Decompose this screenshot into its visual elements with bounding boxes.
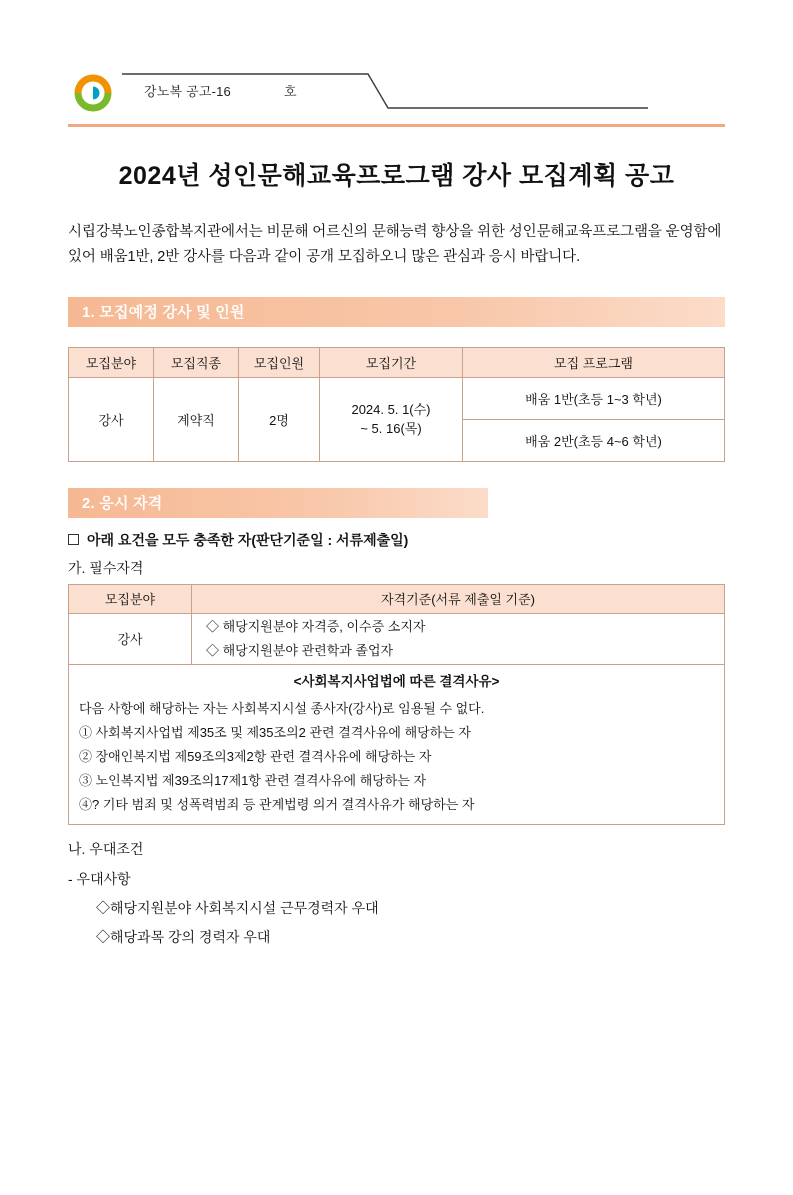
requirement-line [68, 530, 725, 550]
cell-job-type: 계약직 [154, 377, 239, 461]
table-row [69, 377, 725, 419]
header-divider [68, 124, 725, 127]
disqualification-body [69, 695, 724, 824]
table-header-row [69, 347, 725, 377]
section2-heading-label: 2. 응시 자격 [82, 495, 163, 513]
cell-disqualification [69, 664, 725, 824]
col-criteria: 자격기준(서류 제출일 기준) [192, 584, 725, 613]
cell-criteria [192, 613, 725, 664]
col-field: 모집분야 [69, 584, 192, 613]
cell-field: 강사 [69, 377, 154, 461]
intro-paragraph: 시립강북노인종합복지관에서는 비문해 어르신의 문해능력 향상을 위한 성인문해교육프로그램을 운영함에 있어 배움1반, 2반 강사를 다음과 같이 공개 모집하오니 많은 관심과 응시 바랍니다. [68, 224, 722, 266]
col-job-type: 모집직종 [154, 347, 239, 377]
col-program: 모집 프로그램 [463, 347, 725, 377]
col-field: 모집분야 [69, 347, 154, 377]
recruitment-table [68, 347, 725, 462]
notice-number: 강노복 공고-16 [144, 84, 231, 99]
disqualification-title: <사회복지사업법에 따른 결격사유> [293, 673, 500, 689]
disqualification-item: ② 장애인복지법 제59조의3제2항 관련 결격사유에 해당하는 자 [79, 748, 432, 764]
col-count: 모집인원 [239, 347, 320, 377]
cell-field: 강사 [69, 613, 192, 664]
circular-swirl-logo-icon [72, 74, 116, 112]
disqualification-item: ③ 노인복지법 제39조의17제1항 관련 결격사유에 해당하는 자 [79, 772, 427, 788]
preference-heading: - 우대사항 [68, 871, 131, 888]
cell-program-1: 배움 1반(초등 1~3 학년) [463, 377, 725, 419]
table-header-row [69, 584, 725, 613]
page-title: 2024년 성인문해교육프로그램 강사 모집계획 공고 [118, 162, 675, 190]
notice-number-suffix: 호 [284, 84, 297, 99]
section-heading-qualification [68, 488, 488, 518]
period-line-1: 2024. 5. 1(수) [351, 401, 431, 417]
criteria-item: ◇ 해당지원분야 관련학과 졸업자 [206, 642, 394, 658]
criteria-item: ◇ 해당지원분야 자격증, 이수증 소지자 [206, 618, 426, 634]
section-heading-recruitment [68, 297, 725, 327]
disqualification-intro: 다음 사항에 해당하는 자는 사회복지시설 종사자(강사)로 임용될 수 없다. [79, 700, 485, 716]
disqualification-item: ① 사회복지사업법 제35조 및 제35조의2 관련 결격사유에 해당하는 자 [79, 724, 471, 740]
cell-count: 2명 [239, 377, 320, 461]
qualification-table [68, 584, 725, 825]
subsection-label-b: 나. 우대조건 [68, 841, 144, 858]
document-page [0, 72, 793, 1195]
preference-item: ◇해당과목 강의 경력자 우대 [96, 929, 271, 946]
table-row [69, 613, 725, 664]
cell-period [320, 377, 463, 461]
cell-program-2: 배움 2반(초등 4~6 학년) [463, 419, 725, 461]
table-row-disqualification [69, 664, 725, 824]
requirement-text: 아래 요건을 모두 충족한 자(판단기준일 : 서류제출일) [87, 531, 409, 548]
period-line-2: ~ 5. 16(목) [360, 421, 422, 437]
preference-item: ◇해당지원분야 사회복지시설 근무경력자 우대 [96, 900, 379, 917]
document-header [68, 72, 725, 134]
col-period: 모집기간 [320, 347, 463, 377]
subsection-label-a: 가. 필수자격 [68, 559, 144, 576]
checkbox-square-icon [68, 534, 79, 545]
section1-heading-label: 1. 모집예정 강사 및 인원 [82, 304, 245, 322]
disqualification-item: ④? 기타 범죄 및 성폭력범죄 등 관계법령 의거 결격사유가 해당하는 자 [79, 797, 475, 813]
